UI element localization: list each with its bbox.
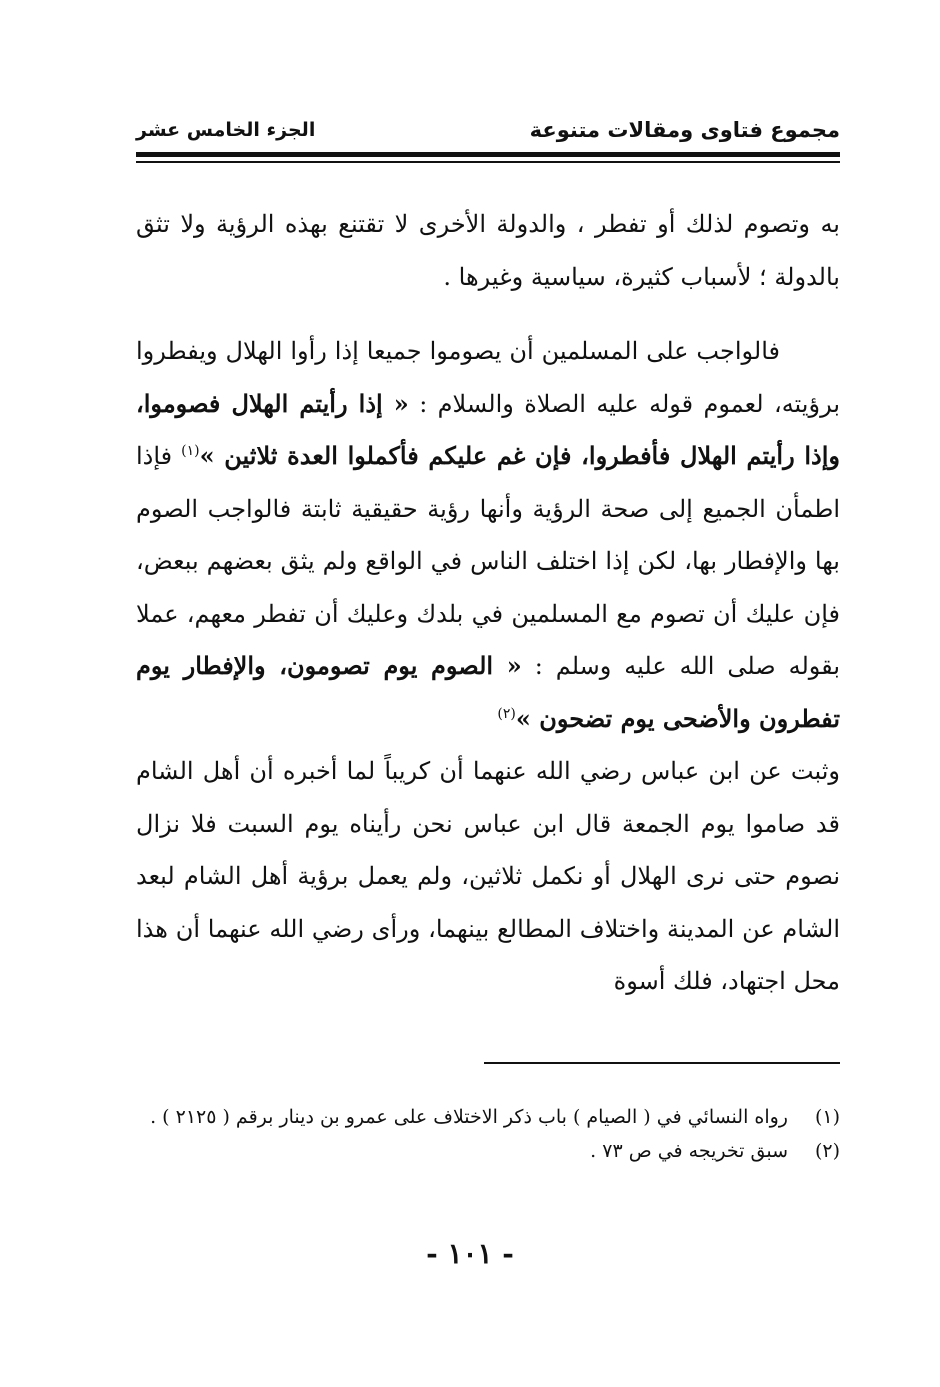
paragraph-2-body: فإذا اطمأن الجميع إلى صحة الرؤية وأنها رؤية حقيقية ثابتة فالواجب الصوم بها والإفطار بها، لكن إذا اختلف الناس في الواقع ولم يثق بعضهم ببعض، فإن عليك أن تصوم مع المسلمين في بلدك وعليك أن تفطر معهم، عملا بقوله صلى الله عليه وسلم :: [136, 442, 841, 680]
footnote-2-text: سبق تخريجه في ص ٧٣ .: [590, 1140, 788, 1162]
footnote-1-number: (١): [814, 1106, 840, 1128]
header-rule-thick: [136, 152, 840, 157]
footnote-separator: [484, 1062, 840, 1064]
hadith-quote-2: « الصوم يوم تصومون، والإفطار يوم تفطرون والأضحى يوم تضحون »: [136, 651, 840, 733]
footnote-2-number: (٢): [814, 1140, 840, 1162]
volume-label: الجزء الخامس عشر: [136, 119, 316, 141]
footnotes: [136, 1100, 840, 1168]
book-title: مجموع فتاوى ومقالات متنوعة: [529, 118, 840, 142]
footnote-1: [136, 1100, 840, 1134]
paragraph-3: وثبت عن ابن عباس رضي الله عنهما أن كريباً لما أخبره أن أهل الشام قد صاموا يوم الجمعة قال ابن عباس نحن رأيناه يوم السبت فلا نزال نصوم حتى نرى الهلال أو نكمل ثلاثين، ولم يعمل برؤية أهل الشام لبعد الشام عن المدينة واختلاف المطالع بينهما، ورأى رضي الله عنهما أن هذا محل اجتهاد، فلك أسوة: [136, 757, 840, 995]
page-number: - ١٠١ -: [426, 1237, 514, 1270]
paragraph-2-intro: فالواجب على المسلمين أن يصوموا جميعا إذا رأوا الهلال ويفطروا برؤيته، لعموم قوله عليه الصلاة والسلام :: [136, 337, 840, 418]
footnote-ref-1: (١): [181, 443, 200, 459]
footnote-1-text: رواه النسائي في ( الصيام ) باب ذكر الاختلاف على عمرو بن دينار برقم ( ٢١٢٥ ) .: [150, 1106, 788, 1128]
footnote-ref-2: (٢): [497, 705, 516, 722]
paragraph-1: به وتصوم لذلك أو تفطر ، والدولة الأخرى لا تقتنع بهذه الرؤية ولا تثق بالدولة ؛ لأسباب كثيرة، سياسية وغيرها .: [136, 210, 840, 291]
footnote-2: [136, 1134, 840, 1168]
running-header: [136, 112, 840, 148]
paragraph-2: [136, 325, 840, 745]
hadith-quote-1: « إذا رأيتم الهلال فصوموا، وإذا رأيتم الهلال فأفطروا، فإن غم عليكم فأكملوا العدة ثلاثين »: [136, 388, 841, 470]
main-text: [136, 198, 840, 1008]
header-rule-thin: [136, 161, 840, 163]
